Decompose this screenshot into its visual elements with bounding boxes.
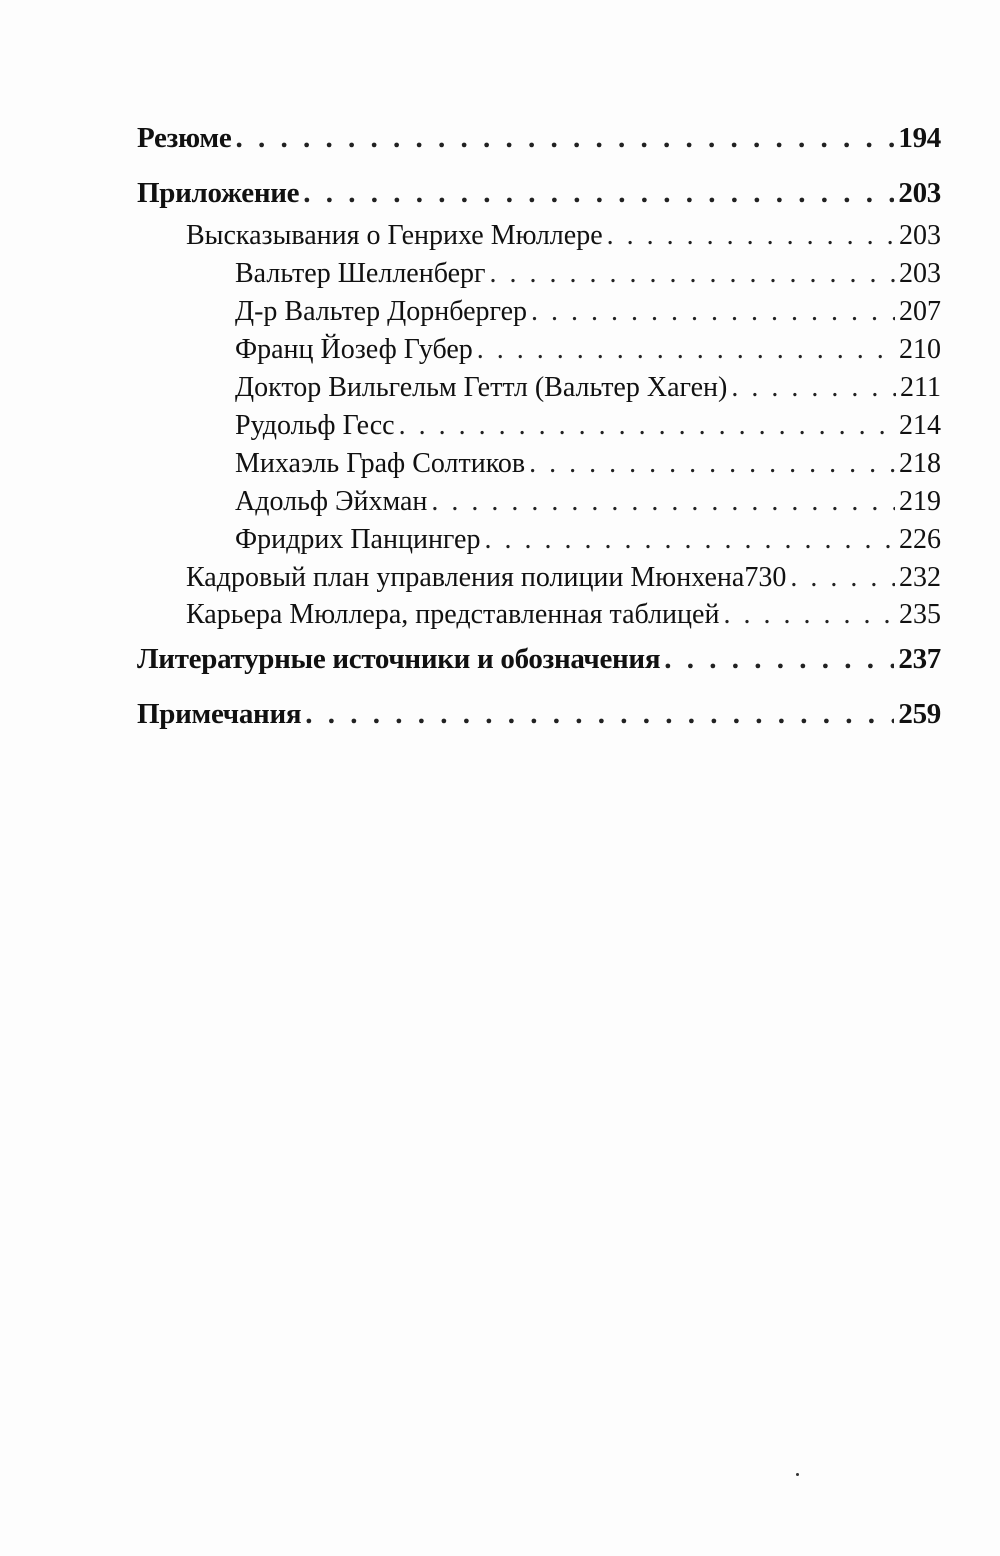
dot-leader	[431, 486, 895, 518]
toc-entry-title: Вальтер Шелленберг	[235, 258, 486, 289]
toc-entry-page: 218	[899, 448, 941, 479]
toc-entry-statements[interactable]	[186, 220, 941, 252]
dot-leader	[731, 372, 896, 404]
toc-entry-page: 194	[898, 122, 941, 154]
toc-entry-page: 219	[899, 486, 941, 517]
dot-leader	[723, 599, 895, 631]
toc-entry-page: 235	[899, 599, 941, 630]
toc-entry-page: 211	[900, 372, 941, 403]
toc-entry-panzinger[interactable]	[235, 524, 941, 556]
toc-entry-title: Адольф Эйхман	[235, 486, 428, 517]
toc-entry-staff-plan[interactable]	[186, 562, 941, 594]
toc-entry-hess[interactable]	[235, 410, 941, 442]
toc-entry-page: 226	[899, 524, 941, 555]
toc-entry-title: Резюме	[137, 122, 232, 154]
toc-entry-eichmann[interactable]	[235, 486, 941, 518]
toc-entry-page: 203	[899, 258, 941, 289]
toc-entry-title: Приложение	[137, 177, 300, 209]
toc-entry-soltikov[interactable]	[235, 448, 941, 480]
toc-entry-sources[interactable]	[137, 643, 941, 676]
toc-entry-page: 259	[898, 698, 941, 730]
toc-entry-title: Кадровый план управления полиции Мюнхена730	[186, 562, 787, 593]
toc-entry-career-table[interactable]	[186, 599, 941, 631]
dot-leader	[305, 698, 894, 731]
dot-leader	[529, 448, 895, 480]
toc-entry-appendix[interactable]	[137, 177, 941, 210]
toc-entry-hoettl[interactable]	[235, 372, 941, 404]
toc-entry-notes[interactable]	[137, 698, 941, 731]
toc-entry-summary[interactable]	[137, 122, 941, 155]
dot-leader	[399, 410, 895, 442]
toc-entry-page: 210	[899, 334, 941, 365]
dot-leader	[607, 220, 895, 252]
toc-entry-title: Высказывания о Генрихе Мюллере	[186, 220, 603, 251]
dot-leader	[531, 296, 895, 328]
dot-leader	[790, 562, 895, 594]
toc-entry-title: Примечания	[137, 698, 302, 730]
toc-entry-page: 203	[898, 177, 941, 209]
toc-entry-page: 203	[899, 220, 941, 251]
toc-entry-title: Рудольф Гесс	[235, 410, 395, 441]
toc-entry-title: Фридрих Панцингер	[235, 524, 481, 555]
toc-entry-title: Доктор Вильгельм Геттл (Вальтер Хаген)	[235, 372, 728, 403]
toc-entry-schellenberg[interactable]	[235, 258, 941, 290]
toc-entry-title: Михаэль Граф Солтиков	[235, 448, 526, 479]
toc-entry-title: Д-р Вальтер Дорнбергер	[235, 296, 528, 327]
dot-leader	[484, 524, 895, 556]
dot-leader	[303, 177, 894, 210]
toc-entry-title: Франц Йозеф Губер	[235, 334, 473, 365]
dot-leader	[490, 258, 895, 290]
toc-entry-title: Литературные источники и обозначения	[137, 643, 661, 675]
toc-entry-dornberger[interactable]	[235, 296, 941, 328]
toc-entry-huber[interactable]	[235, 334, 941, 366]
toc-entry-page: 232	[899, 562, 941, 593]
dot-leader	[664, 643, 894, 676]
dot-leader	[235, 122, 894, 155]
toc-entry-page: 237	[898, 643, 941, 675]
toc-entry-page: 214	[899, 410, 941, 441]
toc-entry-page: 207	[899, 296, 941, 327]
dot-leader	[477, 334, 895, 366]
paper-speck	[796, 1473, 799, 1476]
toc-entry-title: Карьера Мюллера, представленная таблицей	[186, 599, 720, 630]
